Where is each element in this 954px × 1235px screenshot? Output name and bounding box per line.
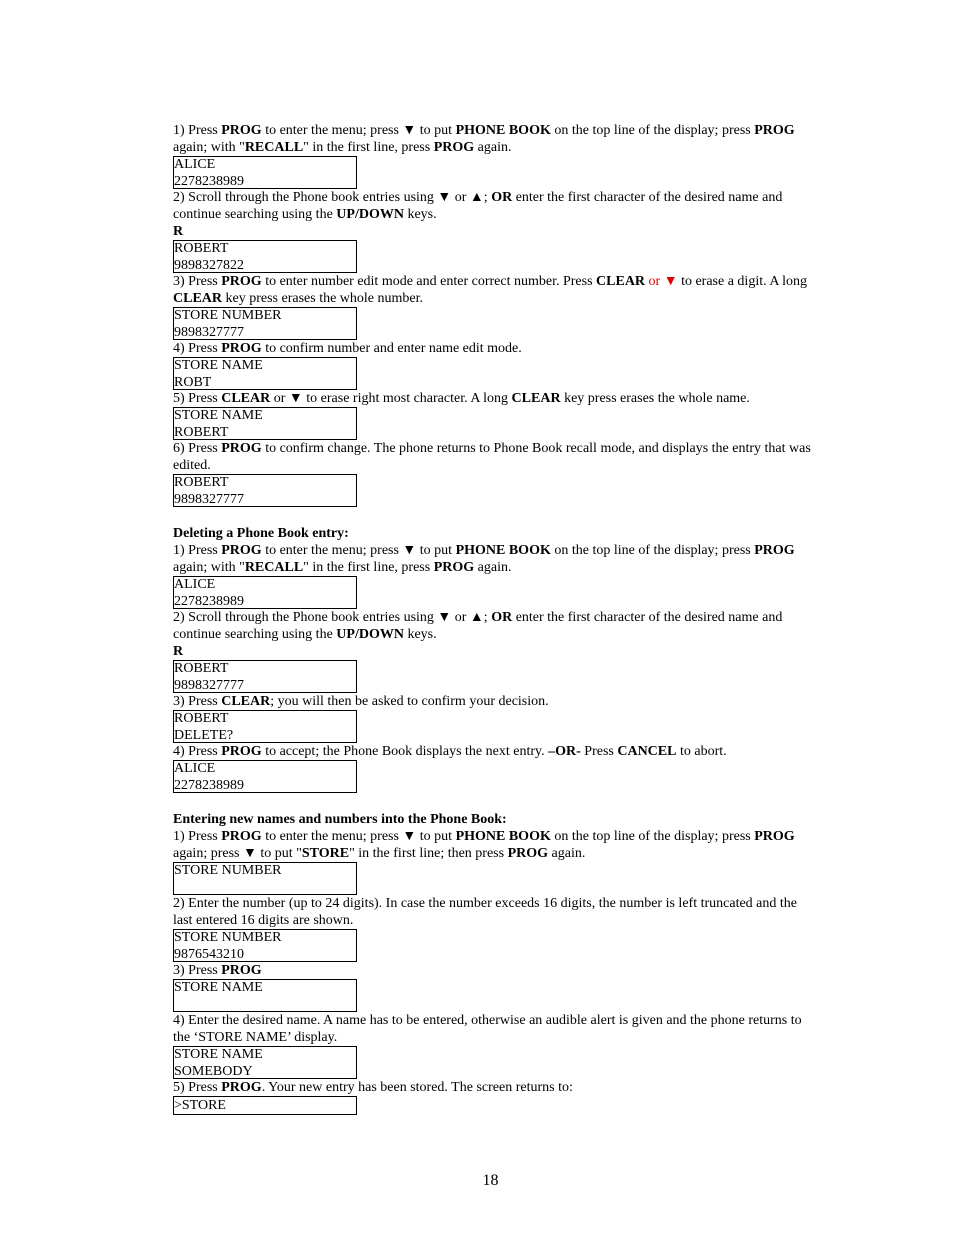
s1-step2: 2) Scroll through the Phone book entries using ▼ or ▲; OR enter the first character of the desired name and continue searching using the UP/DOWN keys. xyxy=(173,190,783,222)
manual-page xyxy=(173,122,813,1115)
page-number: 18 xyxy=(482,1172,499,1189)
display-box: ALICE 2278238989 xyxy=(173,576,357,609)
s2-step3: 3) Press CLEAR; you will then be asked to confirm your decision. xyxy=(173,694,549,709)
display-box: STORE NAME xyxy=(173,979,357,1012)
s3-step5: 5) Press PROG. Your new entry has been stored. The screen returns to: xyxy=(173,1080,573,1095)
s1-step6: 6) Press PROG to confirm change. The phone returns to Phone Book recall mode, and displays the entry that was edited. xyxy=(173,441,811,473)
display-box: >STORE xyxy=(173,1096,357,1115)
display-box: ROBERT 9898327777 xyxy=(173,474,357,507)
s3-step4: 4) Enter the desired name. A name has to be entered, otherwise an audible alert is given and the phone returns to the ‘STORE NAME’ display. xyxy=(173,1013,802,1045)
display-box: STORE NUMBER 9876543210 xyxy=(173,929,357,962)
display-box: ROBERT 9898327777 xyxy=(173,660,357,693)
section-heading-enter: Entering new names and numbers into the Phone Book: xyxy=(173,812,507,827)
s2-step1: 1) Press PROG to enter the menu; press ▼ to put PHONE BOOK on the top line of the display; press PROG again; with "RECALL" in the first line, press PROG again. xyxy=(173,543,795,575)
display-box: ROBERT DELETE? xyxy=(173,710,357,743)
display-box: ALICE 2278238989 xyxy=(173,156,357,189)
s2-step4: 4) Press PROG to accept; the Phone Book displays the next entry. –OR- Press CANCEL to abort. xyxy=(173,744,727,759)
display-box: STORE NAME SOMEBODY xyxy=(173,1046,357,1079)
s1-step3: 3) Press PROG to enter number edit mode and enter correct number. Press CLEAR or ▼ to erase a digit. A long CLEAR key press erases the whole number. xyxy=(173,274,808,306)
s3-step2: 2) Enter the number (up to 24 digits). In case the number exceeds 16 digits, the number is left truncated and the last entered 16 digits are shown. xyxy=(173,896,797,928)
display-box: STORE NUMBER xyxy=(173,862,357,895)
search-letter: R xyxy=(173,644,184,659)
s2-step2: 2) Scroll through the Phone book entries using ▼ or ▲; OR enter the first character of the desired name and continue searching using the UP/DOWN keys. xyxy=(173,610,783,642)
display-box: STORE NAME ROBERT xyxy=(173,407,357,440)
s1-step4: 4) Press PROG to confirm number and enter name edit mode. xyxy=(173,341,522,356)
s3-step1: 1) Press PROG to enter the menu; press ▼ to put PHONE BOOK on the top line of the display; press PROG again; press ▼ to put "STORE" in the first line; then press PROG again. xyxy=(173,829,795,861)
display-box: STORE NAME ROBT xyxy=(173,357,357,390)
section-heading-delete: Deleting a Phone Book entry: xyxy=(173,526,349,541)
s1-step1: 1) Press PROG to enter the menu; press ▼ to put PHONE BOOK on the top line of the display; press PROG again; with "RECALL" in the first line, press PROG again. xyxy=(173,123,795,155)
s1-step5: 5) Press CLEAR or ▼ to erase right most character. A long CLEAR key press erases the whole name. xyxy=(173,391,750,406)
display-box: ALICE 2278238989 xyxy=(173,760,357,793)
display-box: ROBERT 9898327822 xyxy=(173,240,357,273)
search-letter: R xyxy=(173,224,184,239)
display-box: STORE NUMBER 9898327777 xyxy=(173,307,357,340)
s3-step3: 3) Press PROG xyxy=(173,963,262,978)
